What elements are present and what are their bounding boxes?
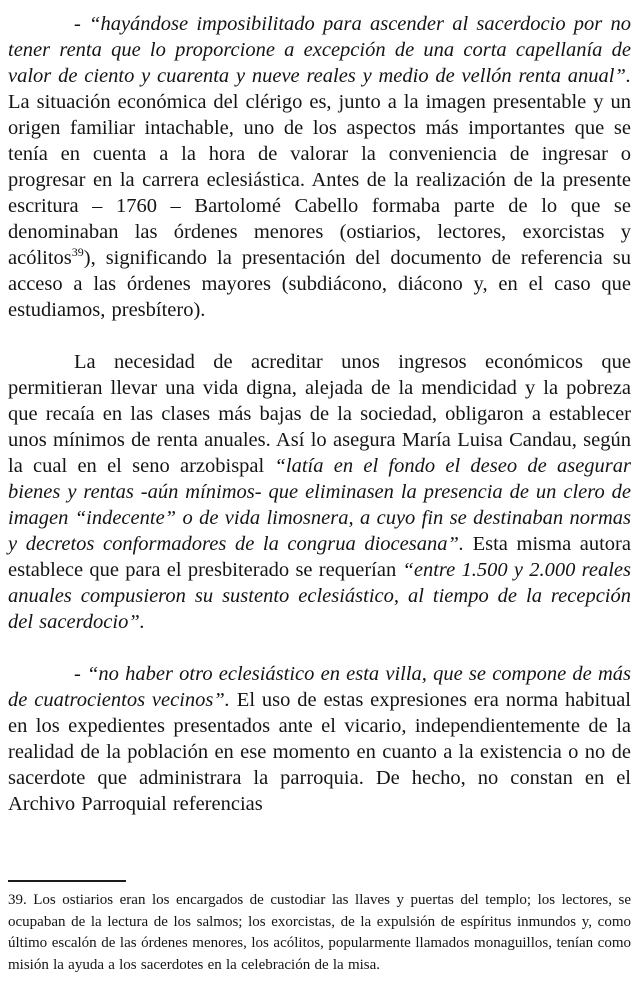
paragraph-capellania-quote <box>8 11 631 323</box>
footnote-reference-39: 39 <box>71 245 84 260</box>
paragraph-renta-minima <box>8 349 631 635</box>
footnote-number: 39. <box>8 892 27 908</box>
text-segment: ), significando la presentación del documento de referencia su acceso a las órdenes mayores (subdiácono, diácono y, en el caso que estudiamos, presbítero). <box>8 247 631 321</box>
text-segment: Esta misma autora establece que para el presbiterado se requerían <box>8 533 631 581</box>
text-segment: La necesidad de acreditar unos ingresos económicos que permitieran llevar una vida digna, alejada de la mendicidad y la pobreza que recaía en las clases más bajas de la sociedad, obligaron a establecer unos mínimos de renta anuales. Así lo asegura María Luisa Candau, según la cual en el seno arzobispal <box>8 351 631 477</box>
footnote-section <box>8 880 631 976</box>
quote-segment: - “hayándose imposibilitado para ascender al sacerdocio por no tener renta que lo proporcione a excepción de una corta capellanía de valor de ciento y cuarenta y nueve reales y medio de vellón renta anual”. <box>8 13 631 87</box>
footnote-divider <box>8 880 126 882</box>
footnote-39 <box>8 890 631 976</box>
text-segment: El uso de estas expresiones era norma habitual en los expedientes presentados ante el vicario, independientemente de la realidad de la población en ese momento en cuanto a la existencia o no de sacerdote que administrara la parroquia. De hecho, no constan en el Archivo Parroquial referencias <box>8 689 631 815</box>
quote-segment: “entre 1.500 y 2.000 reales anuales compusieron su sustento eclesiástico, al tiempo de la recepción del sacerdocio”. <box>8 559 631 633</box>
quote-segment: “latía en el fondo el deseo de asegurar bienes y rentas -aún mínimos- que eliminasen la presencia de un clero de imagen “indecente” o de vida limosnera, a cuyo fin se destinaban normas y decretos conformadores de la congrua diocesana”. <box>8 455 631 555</box>
paragraph-otro-eclesiastico <box>8 661 631 817</box>
text-segment: La situación económica del clérigo es, junto a la imagen presentable y un origen familiar intachable, uno de los aspectos más importantes que se tenía en cuenta a la hora de valorar la conveniencia de ingresar o progresar en la carrera eclesiástica. Antes de la realización de la presente escritura – 1760 – Bartolomé Cabello formaba parte de lo que se denominaban las órdenes menores (ostiarios, lectores, exorcistas y acólitos <box>8 91 631 269</box>
quote-segment: - “no haber otro eclesiástico en esta villa, que se compone de más de cuatrocientos vecinos”. <box>8 663 631 711</box>
page-body-text <box>8 11 631 817</box>
footnote-text: Los ostiarios eran los encargados de custodiar las llaves y puertas del templo; los lectores, se ocupaban de la lectura de los salmos; los exorcistas, de la expulsión de espíritus inmundos y, como último escalón de las órdenes menores, los acólitos, popularmente llamados monaguillos, tenían como misión la ayuda a los sacerdotes en la celebración de la misa. <box>8 892 631 973</box>
